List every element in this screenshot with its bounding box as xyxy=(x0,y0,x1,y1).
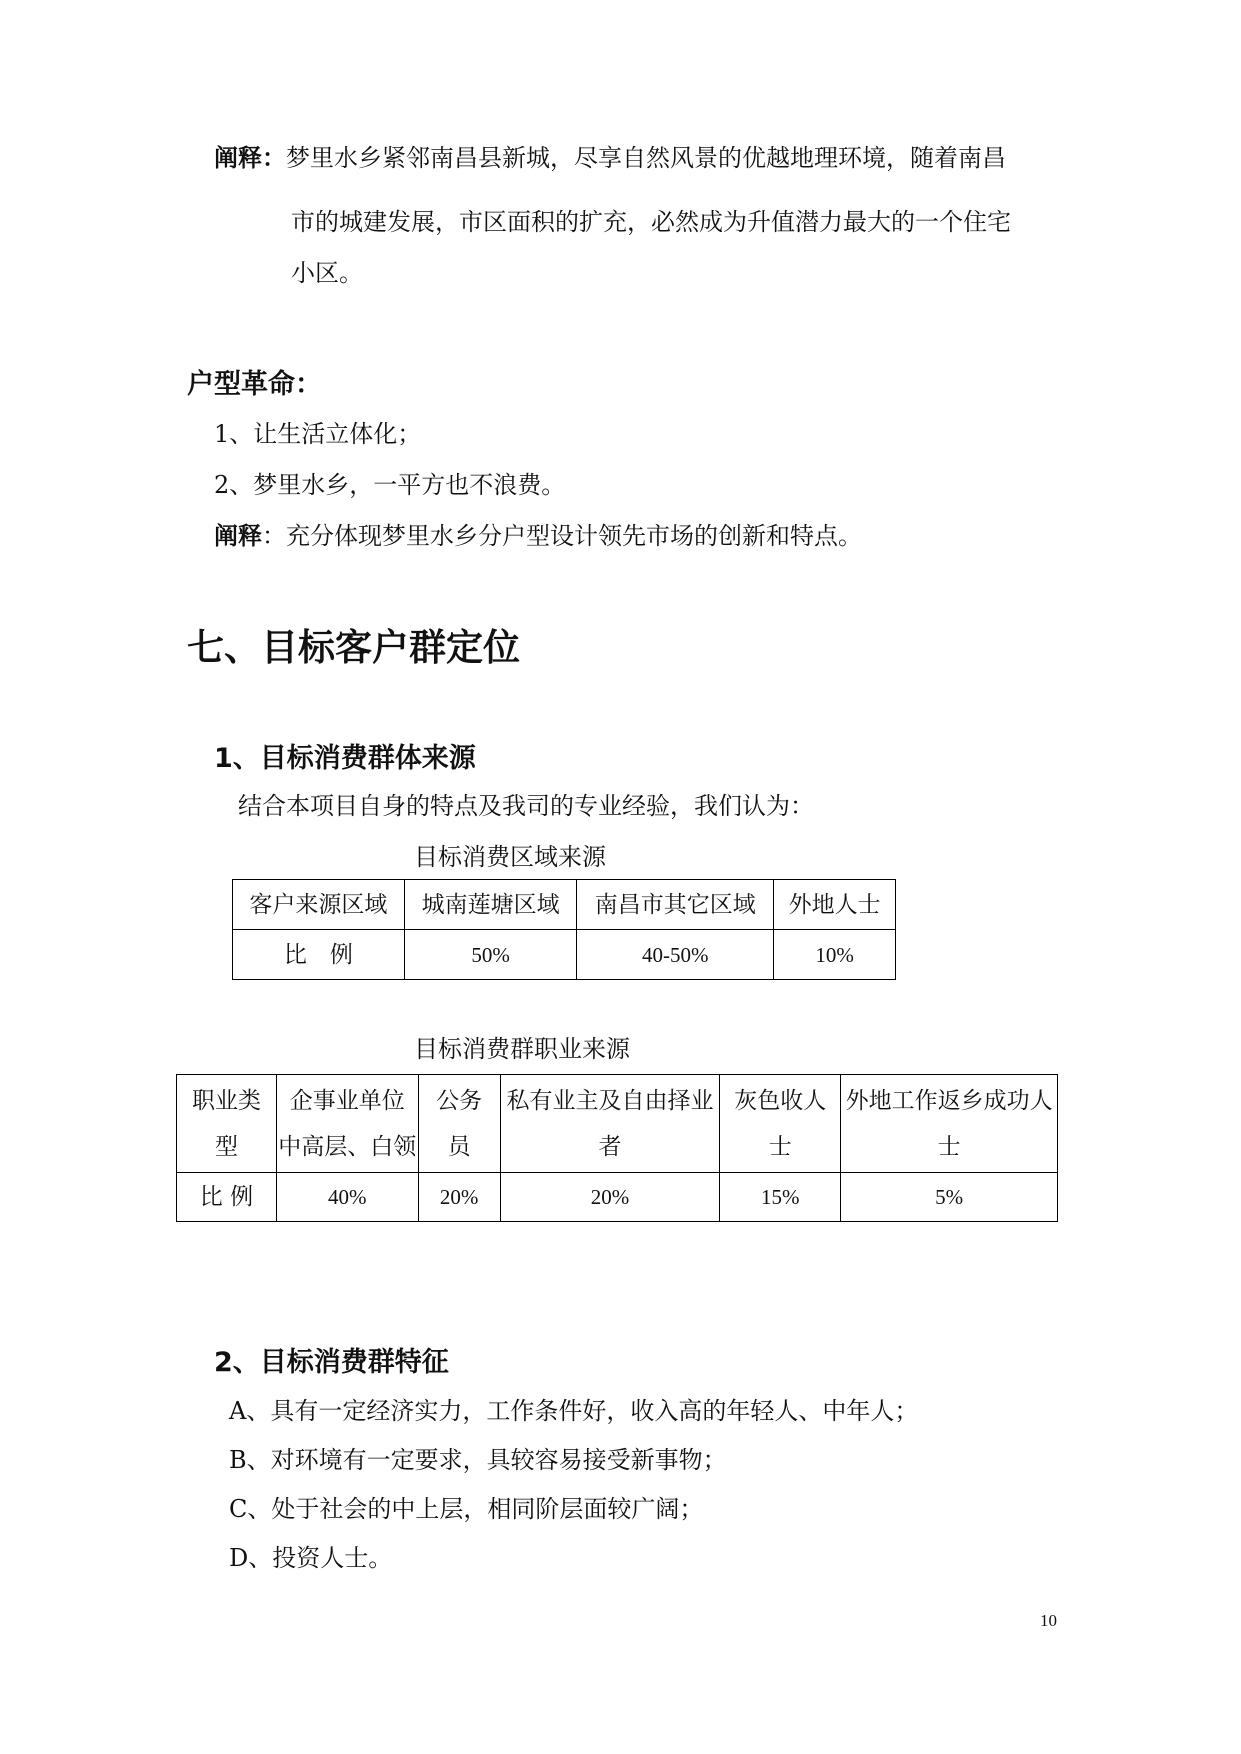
explain-paragraph-1 xyxy=(214,143,1006,173)
list-item: C、处于社会的中上层，相同阶层面较广阔； xyxy=(229,1495,704,1523)
table-cell: 20% xyxy=(500,1173,720,1222)
table-row xyxy=(233,880,896,930)
layout-explain-text: ：充分体现梦里水乡分户型设计领先市场的创新和特点。 xyxy=(262,522,862,550)
explain-line-1: 梦里水乡紧邻南昌县新城，尽享自然风景的优越地理环境，随着南昌 xyxy=(286,144,1006,172)
header-line: 中高层、白领 xyxy=(278,1133,417,1160)
subsection-1-intro: 结合本项目自身的特点及我司的专业经验，我们认为： xyxy=(238,792,814,820)
table-cell: 5% xyxy=(841,1173,1058,1222)
table-header-cell xyxy=(177,1075,277,1173)
layout-explain-label: 阐释 xyxy=(214,521,262,550)
header-line: 员 xyxy=(447,1133,471,1160)
table-cell: 10% xyxy=(774,930,896,980)
header-line: 外地工作返乡成功人 xyxy=(845,1087,1053,1114)
table-header-cell: 南昌市其它区域 xyxy=(577,880,774,930)
table-cell: 40-50% xyxy=(577,930,774,980)
occupation-source-table xyxy=(176,1074,1058,1222)
subsection-2-heading: 2、目标消费群特征 xyxy=(214,1347,449,1378)
subsection-1-heading: 1、目标消费群体来源 xyxy=(214,743,476,774)
layout-explain xyxy=(214,521,862,551)
region-source-table xyxy=(232,879,896,980)
table-header-cell xyxy=(720,1075,841,1173)
table-row-label: 比 例 xyxy=(177,1173,277,1222)
list-item: A、具有一定经济实力，工作条件好，收入高的年轻人、中年人； xyxy=(229,1397,919,1425)
header-line: 士 xyxy=(937,1133,961,1160)
header-line: 企事业单位 xyxy=(289,1087,405,1114)
layout-item-1: 1、让生活立体化； xyxy=(214,420,422,448)
header-line: 灰色收人 xyxy=(734,1087,827,1114)
table-cell: 50% xyxy=(404,930,577,980)
section-7-heading: 七、目标客户群定位 xyxy=(187,626,520,669)
header-line: 者 xyxy=(598,1133,622,1160)
table-header-cell: 客户来源区域 xyxy=(233,880,405,930)
explain-line-3: 小区。 xyxy=(291,259,363,287)
table-header-cell: 城南莲塘区域 xyxy=(404,880,577,930)
table-row xyxy=(233,930,896,980)
list-item: D、投资人士。 xyxy=(229,1544,393,1572)
table-header-cell: 外地人士 xyxy=(774,880,896,930)
table-row xyxy=(177,1075,1058,1173)
header-line: 私有业主及自由择业 xyxy=(506,1087,714,1114)
table-cell: 40% xyxy=(276,1173,418,1222)
header-line: 型 xyxy=(214,1133,238,1160)
table-row-label: 比 例 xyxy=(233,930,405,980)
header-line: 公务 xyxy=(436,1087,483,1114)
explain-label: 阐释： xyxy=(214,143,286,172)
explain-line-2: 市的城建发展，市区面积的扩充，必然成为升值潜力最大的一个住宅 xyxy=(291,208,1011,236)
table-2-caption: 目标消费群职业来源 xyxy=(414,1035,630,1063)
table-row xyxy=(177,1173,1058,1222)
list-item: B、对环境有一定要求，具较容易接受新事物； xyxy=(229,1446,727,1474)
table-header-cell xyxy=(500,1075,720,1173)
table-1-caption: 目标消费区域来源 xyxy=(414,843,606,871)
table-cell: 20% xyxy=(418,1173,500,1222)
header-line: 士 xyxy=(768,1133,792,1160)
layout-revolution-heading: 户型革命： xyxy=(187,369,322,400)
table-header-cell xyxy=(276,1075,418,1173)
table-header-cell xyxy=(841,1075,1058,1173)
table-header-cell xyxy=(418,1075,500,1173)
table-cell: 15% xyxy=(720,1173,841,1222)
page-number: 10 xyxy=(1040,1611,1057,1630)
header-line: 职业类 xyxy=(191,1087,261,1114)
layout-item-2: 2、梦里水乡，一平方也不浪费。 xyxy=(214,471,566,499)
